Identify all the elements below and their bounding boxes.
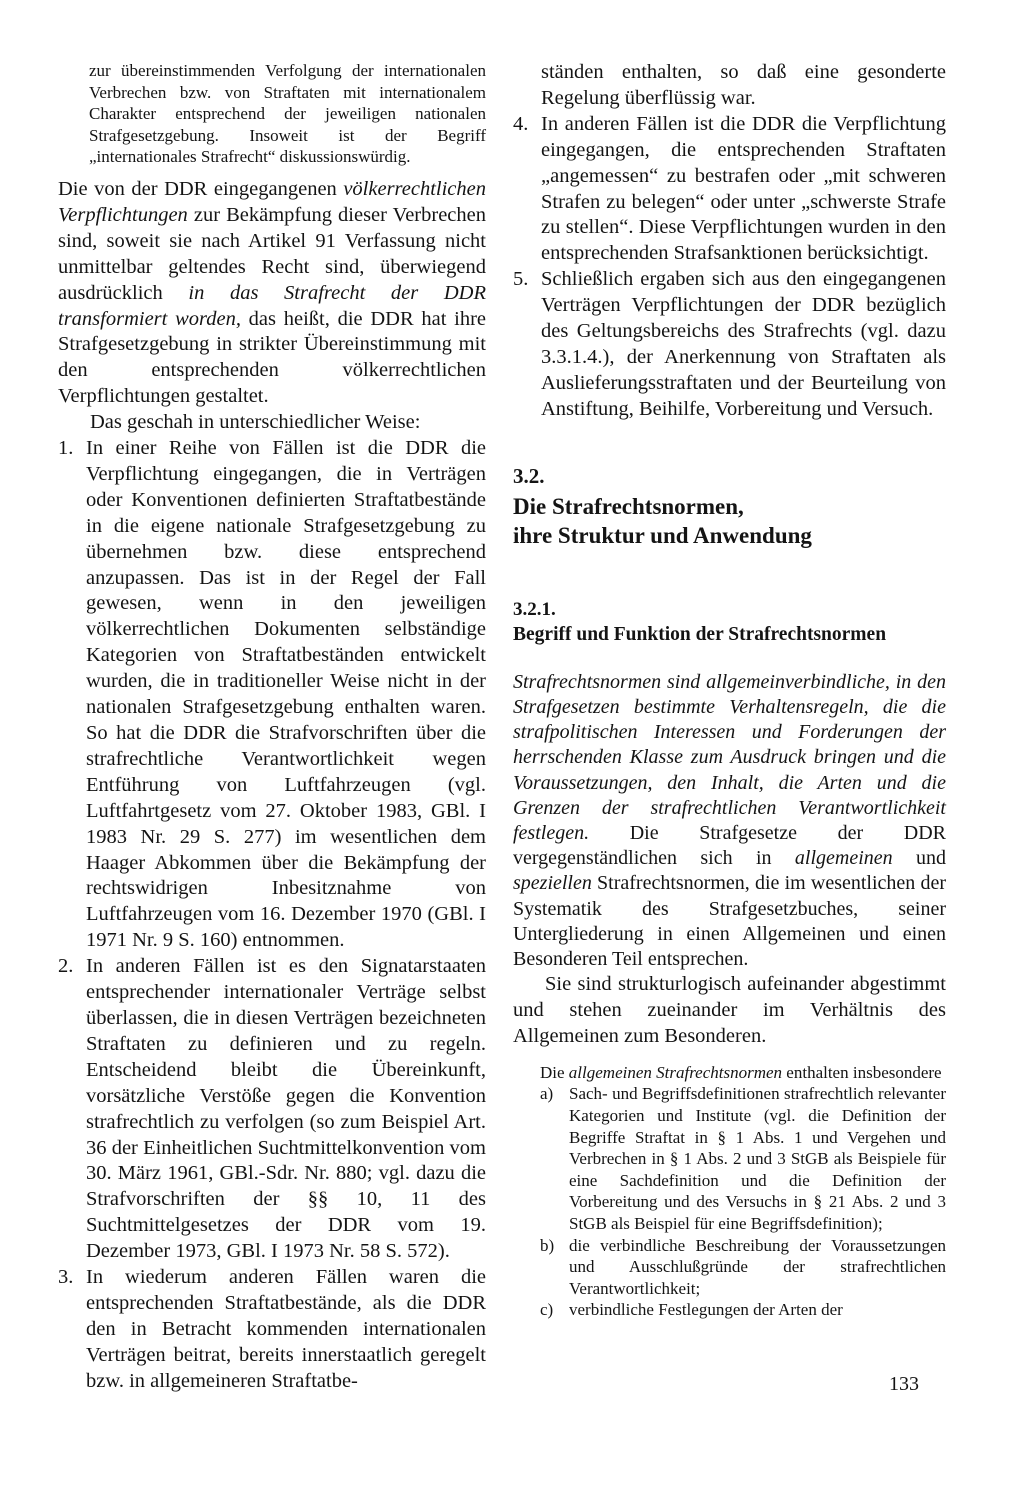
emphasis-general-norms: allgemeinen Strafrechtsnormen [568,1062,783,1082]
note-item-text: Sach- und Begriffsdefinitionen strafrechtlich relevanter Kategorien und Institute (vgl. die Definition der Begriffe Straftat in § 1 Abs. 1 und Vergehen und Verbrechen in § 1 Abs. 2 und 3 StGB als Beispiele für eine Sachdefinition und die Definition der Vorbereitung und des Versuchs in § 21 Abs. 2 und 3 StGB als Beispiel für eine Begriffsdefinition); [569,1084,946,1233]
emphasis-speziellen: speziellen [513,872,592,895]
numbered-list-left [58,436,486,1395]
list-number: 1. [58,437,74,460]
list-item-1 [58,436,486,954]
paragraph-structure: Sie sind strukturlogisch aufeinander abgestimmt und stehen zueinander im Verhältnis des Allgemeinen zum Besonderen. [513,973,946,1047]
list-item-text: In einer Reihe von Fällen ist die DDR die Verpflichtung eingegangen, die in Verträgen oder Konventionen definierten Straftatbestände in die eigene nationale Strafgesetzgebung zu übernehmen bzw. diese entsprechend anzupassen. Das ist in der Regel der Fall gewesen, wenn in den jeweiligen völkerrechtlichen Dokumenten selbständige Kategorien von Straftatbeständen entwickelt wurden, die in traditioneller Weise nicht in der nationalen Strafgesetzgebung enthalten waren. So hat die DDR die Strafvorschriften über die strafrechtliche Verantwortlichkeit wegen Entführung von Luftfahrzeugen (vgl. Luftfahrtgesetz vom 27. Oktober 1983, GBl. I 1983 Nr. 29 S. 277) im wesentlichen dem Haager Abkommen über die Bekämpfung der rechtswidrigen Inbesitznahme von Luftfahrzeugen vom 16. Dezember 1970 (GBl. I 1971 Nr. 9 S. 160) entnommen. [86,437,486,952]
list-item-text: Schließlich ergaben sich aus den eingegangenen Verträgen Verpflichtungen der DDR bezüglich des Geltungsbereichs des Strafrechts (vgl. dazu 3.3.1.4.), der Anerkennung von Straftaten als Auslieferungsstraftaten und der Beurteilung von Anstiftung, Beihilfe, Vorbereitung und Versuch. [541,268,946,420]
note-item-b [540,1235,946,1300]
subsection-number: 3.2.1. [513,598,556,620]
note-item-label: b) [540,1235,555,1255]
list-number: 2. [58,955,74,978]
subsection-title: Begriff und Funktion der Strafrechtsnormen [513,623,887,645]
numbered-list-right [513,112,946,423]
emphasis-allgemeinen: allgemeinen [794,847,893,870]
note-item-text: verbindliche Festlegungen der Arten der [569,1300,843,1320]
note-item-label: c) [540,1300,554,1320]
paragraph-obligations: Die von der DDR eingegangenen völkerrechtlichen Verpflichtungen zur Bekämpfung dieser Verbrechen sind, soweit sie nach Artikel 91 Verfassung nicht unmittelbar geltendes Recht sind, überwiegend ausdrücklich in das Strafrecht der DDR transformiert worden, das heißt, die DDR hat ihre Strafgesetzgebung in strikter Übereinstimmung mit den entsprechenden völkerrechtlichen Verpflichtungen gestaltet. [58,177,487,408]
section-title-line-2: ihre Struktur und Anwendung [513,522,812,548]
definition-paragraph: Strafrechtsnormen sind allgemeinverbindliche, in den Strafgesetzen bestimmte Verhaltensregeln, die die strafpolitischen Interessen und Forderungen der herrschenden Klasse zum Ausdruck bringen und die Voraussetzungen, den Inhalt, die Arten und die Grenzen der strafrechtlichen Verantwortlichkeit festlegen. Die Strafgesetze der DDR vergegenständlichen sich in allgemeinen und speziellen Strafrechtsnormen, die im wesentlichen der Systematik des Strafgesetzbuches, seiner Untergliederung in einen Allgemeinen und einen Besonderen Teil entsprechen. [513,670,947,970]
left-column [58,60,486,1395]
note-item-c [540,1299,946,1321]
list-number: 4. [513,112,529,135]
list-number: 5. [513,268,529,291]
emphasis-obligations: völkerrechtlichen Verpflichtungen [58,177,486,226]
section-number: 3.2. [513,463,545,488]
page-number: 133 [889,1373,919,1395]
section-title-line-1: Die Strafrechtsnormen, [513,493,744,519]
paragraph-ways: Das geschah in unterschiedlicher Weise: [90,411,421,434]
list-item-text: In wiederum anderen Fällen waren die entsprechenden Straftatbestände, als die DDR den in Betracht kommenden internationalen Verträgen beitrat, bereits innerstaatlich geregelt bzw. in allgemeineren Straftatbe- [86,1266,486,1392]
emphasis-transformed: in das Strafrecht der DDR transformiert worden, [58,281,486,330]
emphasis-definition: Strafrechtsnormen sind allgemeinverbindliche, in den Strafgesetzen bestimmte Verhaltensregeln, die die strafpolitischen Interessen und Forderungen der herrschenden Klasse zum Ausdruck bringen und die Voraussetzungen, den Inhalt, die Arten und die Grenzen der strafrechtlichen Verantwortlichkeit festlegen. [513,670,946,844]
list-item-4 [513,112,946,267]
list-continuation: ständen enthalten, so daß eine gesonderte Regelung überflüssig war. [541,61,946,109]
note-intro: Die allgemeinen Strafrechtsnormen enthalten insbesondere [540,1062,942,1082]
note-item-a [540,1083,946,1234]
list-item-text: In anderen Fällen ist es den Signatarstaaten entsprechender internationaler Verträge selbst überlassen, die in diesen Verträgen bezeichneten Straftaten zu definieren und zu regeln. Entscheidend bleibt die Übereinkunft, vorsätzliche Verstöße gegen die Konvention strafrechtlich zu verfolgen (so zum Beispiel Art. 36 der Einheitlichen Suchtmittelkonvention vom 30. März 1961, GBl.-Sdr. Nr. 880; vgl. dazu die Strafvorschriften der §§ 10, 11 des Suchtmittelgesetzes der DDR vom 19. Dezember 1973, GBl. I 1973 Nr. 58 S. 572). [86,955,486,1263]
note-item-label: a) [540,1084,554,1104]
note-item-text: die verbindliche Beschreibung der Voraussetzungen und Ausschlußgründe der strafrechtlichen Verantwortlichkeit; [569,1235,946,1298]
note-continuation: zur übereinstimmenden Verfolgung der internationalen Verbrechen bzw. von Straftaten mit internationalem Charakter entsprechend der jeweiligen nationalen Strafgesetzgebung. Insoweit ist der Begriff „internationales Strafrecht“ diskussionswürdig. [89,61,486,167]
list-item-3 [58,1265,486,1395]
list-number: 3. [58,1266,74,1289]
list-item-text: In anderen Fällen ist die DDR die Verpflichtung eingegangen, die entsprechenden Straftaten „angemessen“ zu bestrafen oder „mit schweren Strafen zu belegen“ oder unter „schwerste Strafe zu stellen“. Diese Verpflichtungen wurden in den entsprechenden Strafsanktionen berücksichtigt. [541,112,946,265]
list-item-5 [513,267,946,422]
note-block [513,1062,946,1321]
list-item-2 [58,954,486,1265]
right-column [513,60,946,1321]
